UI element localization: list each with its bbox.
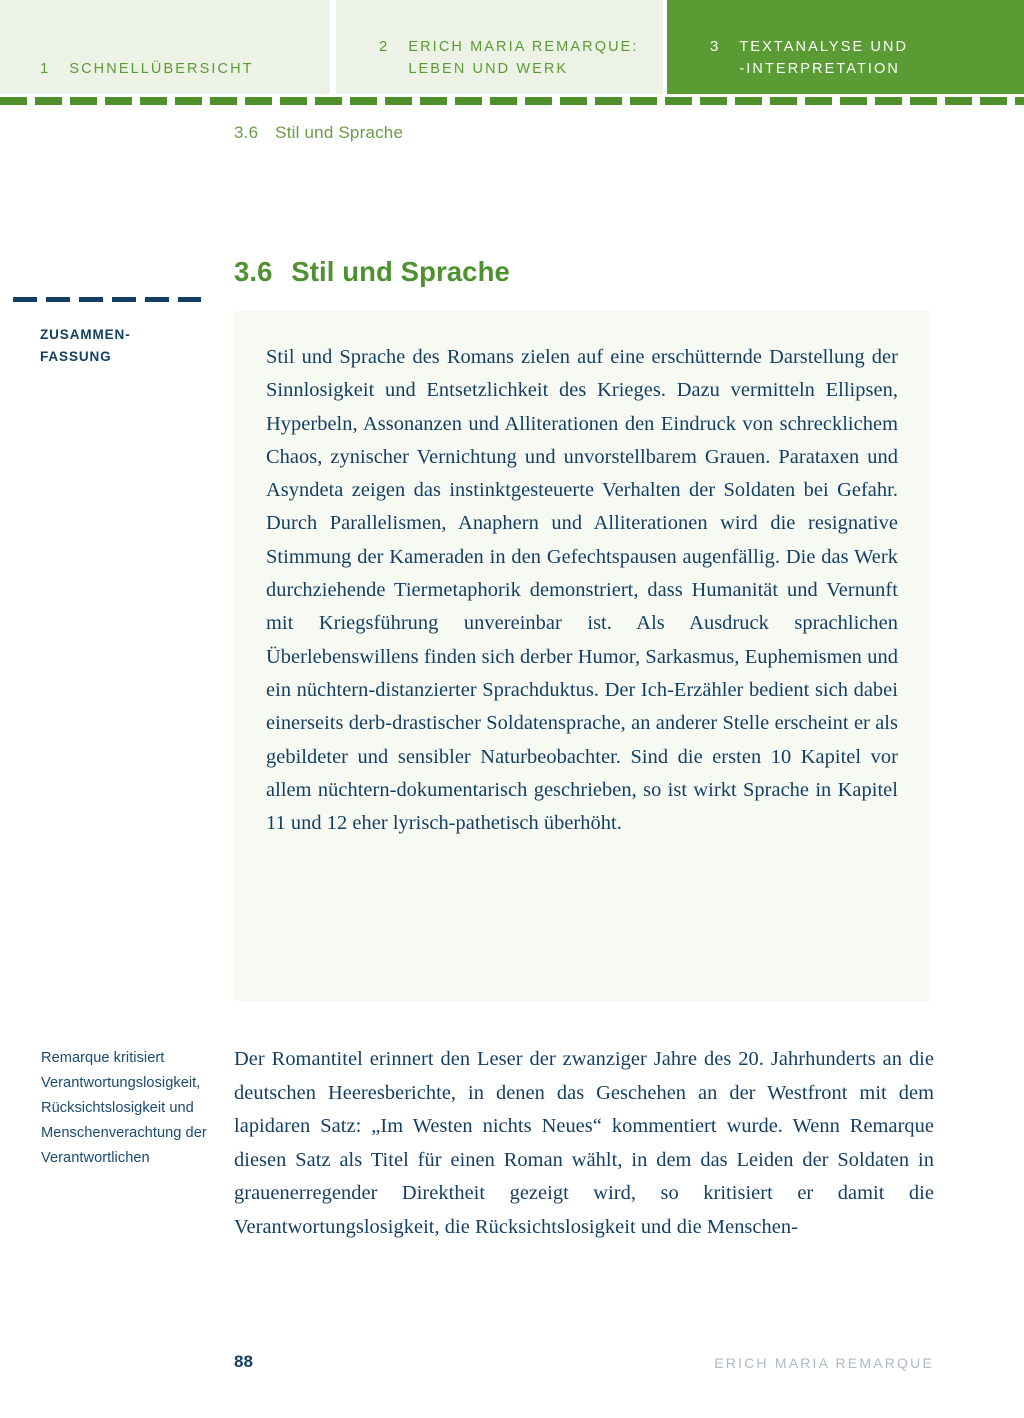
chapter-tab-1[interactable] bbox=[0, 0, 330, 94]
chapter-tab-2-label: ERICH MARIA REMARQUE: LEBEN UND WERK bbox=[408, 39, 639, 77]
breadcrumb-label: Stil und Sprache bbox=[275, 123, 404, 142]
page-number: 88 bbox=[234, 1352, 253, 1371]
page-title-number: 3.6 bbox=[234, 256, 273, 288]
footer-title: ERICH MARIA REMARQUE bbox=[714, 1355, 934, 1371]
breadcrumb-number: 3.6 bbox=[234, 123, 259, 142]
chapter-tab-1-label: SCHNELLÜBERSICHT bbox=[69, 61, 254, 77]
summary-marginal-dashed-rule bbox=[13, 297, 201, 302]
chapter-tab-3[interactable] bbox=[667, 0, 1024, 94]
summary-marginal-label: ZUSAMMEN- FASSUNG bbox=[40, 327, 131, 364]
summary-text: Stil und Sprache des Romans zielen auf eine erschütternde Darstellung der Sinnlosigkeit und Entsetzlichkeit des Krieges. Dazu vermitteln Ellipsen, Hyperbeln, Assonanzen und Alliterationen den Eindruck von schrecklichem Chaos, zynischer Vernichtung und unvorstellbarem Grauen. Parataxen und Asyndeta zeigen das instinktgesteuerte Verhalten der Soldaten bei Gefahr. Durch Parallelismen, Anaphern und Alliterationen wird die resignative Stimmung der Kameraden in den Gefechtspausen augenfällig. Die das Werk durchziehende Tiermetaphorik demonstriert, dass Humanität und Vernunft mit Kriegsführung unvereinbar ist. Als Ausdruck sprachlichen Überlebenswillens finden sich derber Humor, Sarkasmus, Euphemismen und ein nüchtern-distanzierter Sprachduktus. Der Ich-Erzähler bedient sich dabei einerseits derb-drastischer Soldatensprache, an anderer Stelle erscheint er als gebildeter und sensibler Naturbeobachter. Sind die ersten 10 Kapitel vor allem nüchtern-dokumentarisch geschrieben, so ist wirkt Sprache in Kapitel 11 und 12 eher lyrisch-pathetisch überhöht. bbox=[266, 346, 898, 835]
chapter-tab-3-inner bbox=[667, 36, 908, 80]
chapter-tab-1-inner bbox=[0, 58, 254, 80]
chapter-tab-3-label: TEXTANALYSE UND -INTERPRETATION bbox=[739, 39, 909, 77]
breadcrumb bbox=[234, 123, 403, 143]
page-title bbox=[234, 256, 510, 288]
chapter-tab-1-number: 1 bbox=[40, 60, 50, 77]
chapter-tab-3-number: 3 bbox=[710, 38, 720, 55]
margin-note: Remarque kritisiert Verantwortungslosigkeit, Rücksichtslosigkeit und Menschenverachtung der Verantwortlichen bbox=[41, 1050, 207, 1166]
summary-marginal bbox=[13, 297, 218, 368]
summary-box bbox=[234, 311, 930, 1001]
chapter-tab-2-inner bbox=[336, 36, 639, 80]
header-dashed-rule bbox=[0, 97, 1024, 105]
chapter-tab-bar bbox=[0, 0, 1024, 94]
chapter-tab-2-number: 2 bbox=[379, 38, 389, 55]
page-title-label: Stil und Sprache bbox=[291, 256, 510, 288]
chapter-tab-2[interactable] bbox=[336, 0, 663, 94]
body-paragraph: Der Romantitel erinnert den Leser der zwanziger Jahre des 20. Jahrhunderts an die deutschen Heeresberichte, in denen das Geschehen an der Westfront mit dem lapidaren Satz: „Im Westen nichts Neues“ kommentiert wurde. Wenn Remarque diesen Satz als Titel für einen Roman wählt, in dem das Leiden der Soldaten in grauenerregender Direktheit gezeigt wird, so kritisiert er damit die Verantwortungslosigkeit, die Rücksichtslosigkeit und die Menschen- bbox=[234, 1048, 934, 1238]
